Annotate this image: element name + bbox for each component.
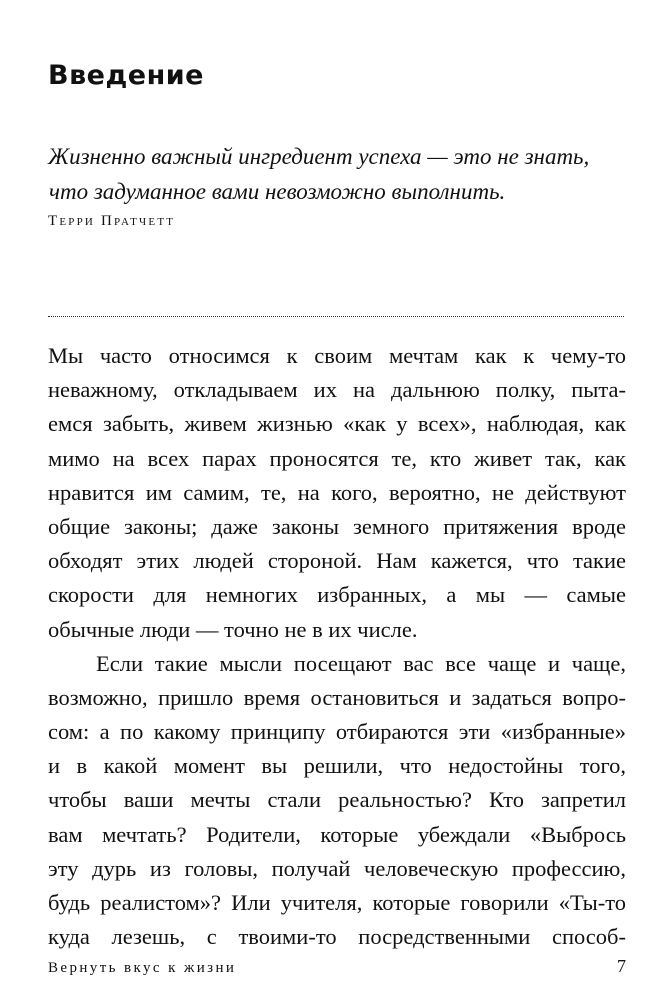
chapter-title: Введение [48, 60, 204, 91]
body-line: вам мечтать? Родители, которые убеждали «Выбрось [48, 821, 626, 847]
body-line: общие законы; даже законы земного притяжения вроде [48, 513, 626, 539]
body-line: куда лезешь, с твоими-то посредственными способ- [48, 924, 626, 950]
body-line: мимо на всех парах проносятся те, кто живет так, как [48, 445, 626, 471]
running-footer-title: Вернуть вкус к жизни [48, 960, 237, 976]
body-line: обычные люди — точно не в их числе. [48, 616, 418, 642]
body-line: Если такие мысли посещают вас все чаще и чаще, [96, 650, 626, 676]
body-line: емся забыть, живем жизнью «как у всех», наблюдая, как [48, 411, 626, 437]
body-line: будь реалистом»? Или учителя, которые говорили «Ты-то [48, 890, 626, 915]
body-text [48, 339, 626, 954]
epigraph-line: что задуманное вами невозможно выполнить. [49, 179, 506, 204]
epigraph-quote [48, 139, 628, 209]
body-line: сом: а по какому принципу отбираются эти «избранные» [48, 719, 626, 745]
epigraph-author: Терри Пратчетт [48, 213, 176, 229]
body-line: чтобы ваши мечты стали реальностью? Кто запретил [48, 787, 626, 813]
dotted-separator [48, 316, 624, 317]
body-line: нравится им самим, те, на кого, вероятно, не действуют [48, 479, 626, 505]
epigraph-line: Жизненно важный ингредиент успеха — это не знать, [48, 144, 590, 169]
body-line: возможно, пришло время остановиться и задаться вопро- [48, 684, 626, 710]
body-line: скорости для немногих избранных, а мы — самые [48, 582, 626, 608]
page-number: 7 [617, 956, 626, 976]
body-line: обходят этих людей стороной. Нам кажется, что такие [48, 548, 626, 574]
body-line: Мы часто относимся к своим мечтам как к чему-то [48, 343, 626, 368]
body-line: эту дурь из головы, получай человеческую профессию, [48, 855, 626, 881]
body-line: неважному, откладываем их на дальнюю полку, пыта- [48, 377, 626, 403]
body-line: и в какой момент вы решили, что недостойны того, [48, 753, 626, 779]
